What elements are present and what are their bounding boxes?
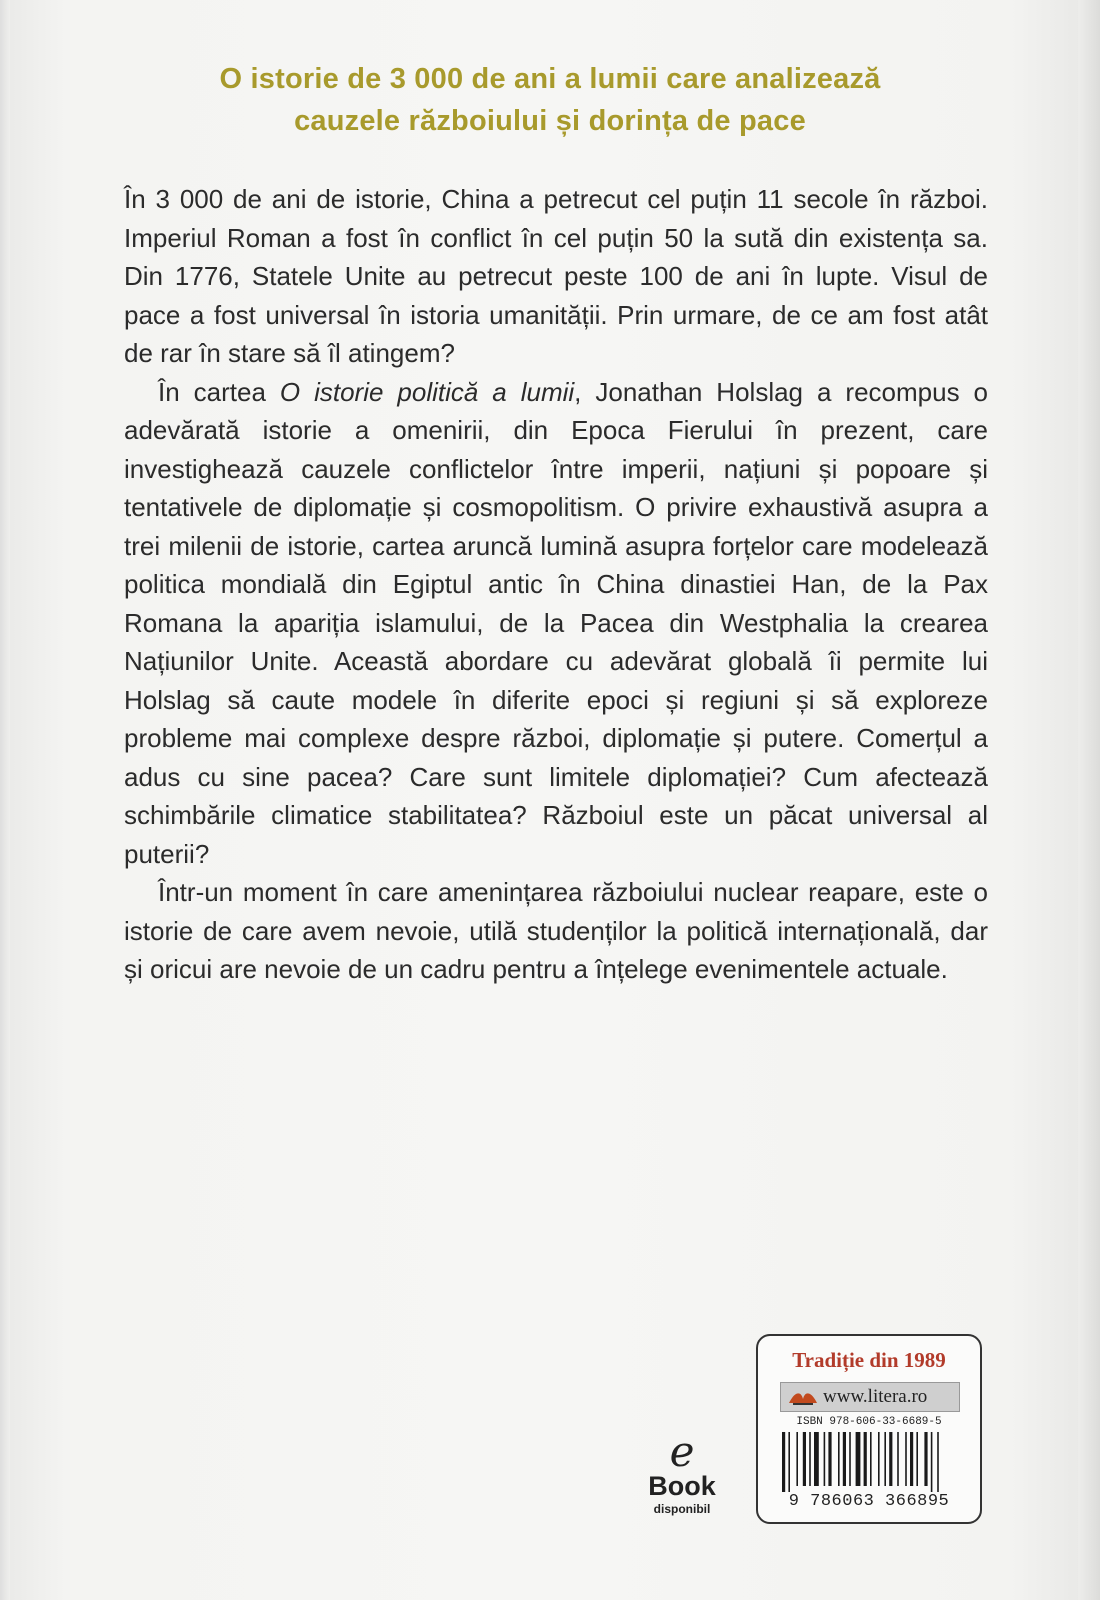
barcode-bar — [782, 1432, 785, 1492]
isbn-barcode-box — [756, 1334, 982, 1524]
blurb-paragraph-1: În 3 000 de ani de istorie, China a petrecut cel puțin 11 secole în război. Imperiul Roman a fost în conflict în cel puțin 50 la sută din existența sa. Din 1776, Statele Unite au petrecut peste 100 de ani în lupte. Visul de pace a fost universal în istoria umanității. Prin urmare, de ce am fost atât de rar în stare să îl atingem? — [124, 184, 988, 368]
ebook-word: Book — [648, 1471, 716, 1501]
isbn-number: ISBN 978-606-33-6689-5 — [796, 1416, 942, 1428]
barcode-bar — [937, 1432, 939, 1492]
ebook-available-label: disponibil — [653, 1502, 711, 1516]
barcode-bar — [910, 1432, 913, 1486]
barcode-bar — [897, 1432, 899, 1486]
barcode-bar — [870, 1432, 872, 1486]
barcode-bar — [864, 1432, 867, 1486]
barcode-bar — [809, 1432, 811, 1486]
barcode-bar — [916, 1432, 918, 1486]
barcode-bar — [828, 1432, 831, 1486]
book-title-italic: O istorie politică a lumii — [279, 376, 575, 407]
barcode-bar — [803, 1432, 806, 1486]
barcode-bar — [889, 1432, 892, 1486]
barcode-icon — [780, 1432, 958, 1492]
barcode-bar — [843, 1432, 846, 1486]
barcode-bar — [878, 1432, 880, 1486]
blurb-p2-intro: În cartea — [158, 376, 280, 407]
barcode-bar — [838, 1432, 840, 1486]
blurb-paragraph-2 — [124, 373, 988, 874]
barcode-bar — [788, 1432, 790, 1492]
barcode-bar — [824, 1432, 826, 1486]
barcode-bar — [814, 1432, 819, 1486]
headline-line-2: cauzele războiului și dorința de pace — [294, 105, 806, 137]
barcode-bar — [796, 1432, 798, 1486]
blurb-text — [124, 180, 988, 989]
litera-logo-icon — [787, 1387, 819, 1407]
ebook-e-letter: e — [669, 1427, 695, 1476]
cover-right-edge — [1078, 0, 1100, 1600]
barcode-bar — [856, 1432, 861, 1486]
barcode-bar — [931, 1432, 933, 1492]
headline-line-1: O istorie de 3 000 de ani a lumii care analizează — [219, 63, 881, 95]
headline — [150, 58, 950, 142]
barcode-bar — [905, 1432, 907, 1486]
barcode-bar — [884, 1432, 886, 1486]
blurb-p2-rest: , Jonathan Holslag a recompus o adevărată istorie a omenirii, din Epoca Fierului în prezent, care investighează cauzele conflictelor între imperii, națiuni și popoare și tentativele de diplomație și cosmopolitism. O privire exhaustivă asupra a trei milenii de istorie, cartea aruncă lumină asupra forțelor care modelează politica mondială din Egiptul antic în China dinastiei Han, de la Pax Romana la apariția islamului, de la Pacea din Westphalia la crearea Națiunilor Unite. Această abordare cu adevărat globală îi permite lui Holslag să caute modele în diferite epoci și regiuni și să exploreze probleme mai complexe despre război, diplomație și putere. Comerțul a adus cu sine pacea? Care sunt limitele diplomației? Cum afectează schimbările climatice stabilitatea? Războiul este un păcat universal al puterii? — [124, 376, 988, 869]
publisher-website-bar — [780, 1382, 960, 1412]
blurb-paragraph-3: Într-un moment în care amenințarea războiului nuclear reapare, este o istorie de care avem nevoie, utilă studenților la politică internațională, dar și oricui are nevoie de un cadru pentru a înțelege evenimentele actuale. — [124, 877, 988, 984]
barcode-digits: 9 786063 366895 — [788, 1492, 950, 1511]
cover-left-edge — [0, 0, 10, 1600]
ebook-badge — [642, 1427, 722, 1524]
barcode-bar — [849, 1432, 851, 1486]
tradition-label: Tradiție din 1989 — [792, 1348, 946, 1372]
barcode-bar — [924, 1432, 927, 1486]
publisher-website: www.litera.ro — [823, 1386, 928, 1407]
